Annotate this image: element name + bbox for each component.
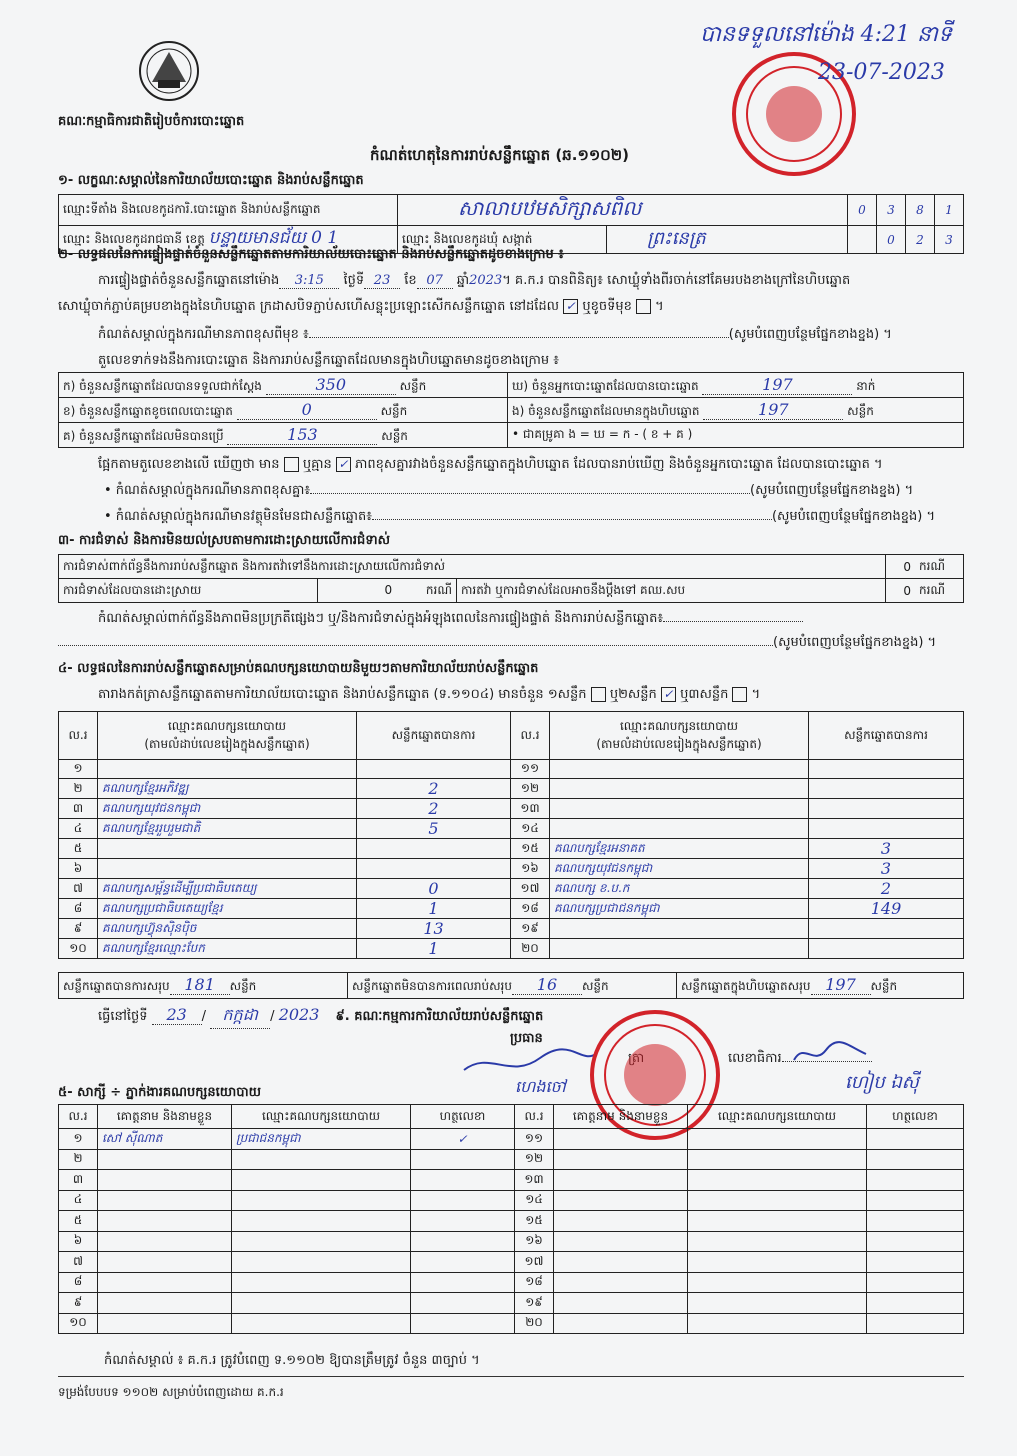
witness-row — [59, 1272, 964, 1293]
witness-name — [98, 1252, 232, 1273]
witness-no: ១៥ — [515, 1211, 554, 1232]
chair-signature — [460, 1040, 600, 1080]
witness-signature — [867, 1252, 964, 1273]
unused-label: គ) ចំនួនសន្លឹកឆ្នោតដែលមិនបានប្រើ — [63, 428, 224, 443]
witness-party — [232, 1149, 411, 1170]
result-party: គណបក្សខ្មែរអភិវឌ្ឍ — [98, 779, 357, 799]
commune-label: ឈ្មោះ និងលេខកូដឃុំ សង្កាត់ — [398, 226, 607, 254]
result-row — [59, 859, 964, 879]
damaged-checkbox[interactable] — [636, 299, 651, 314]
witness-signature — [411, 1170, 515, 1191]
witness-name — [98, 1293, 232, 1314]
result-votes — [357, 839, 511, 859]
witness-signature — [867, 1313, 964, 1334]
result-votes — [809, 939, 964, 959]
ballot-count-table: ក) ចំនួនសន្លឹកឆ្នោតដែលបានទទួលជាក់ស្តែង 350 សន្លឹក ឃ) ចំនួនអ្នកបោះឆ្នោតដែលបានបោះឆ្នោត 197 នាក់ ខ) ចំនួនសន្លឹកឆ្នោតខូចពេលបោះឆ្នោត 0 សន្លឹក ង) ចំនួនសន្លឹកឆ្នោតដែលមានក្នុងហិបឆ្នោត 197 សន្លឹក គ) ចំនួនសន្លឹកឆ្នោតដែលមិនបានប្រើ 153 សន្លឹក • ជាគម្រូគា ង = ឃ = ក - ( ខ + គ ) — [58, 372, 964, 448]
witness-party — [232, 1190, 411, 1211]
result-votes — [357, 859, 511, 879]
witness-table: ល.រ គោត្តនាម និងនាមខ្លួន ឈ្មោះគណបក្សនយោបាយ ហត្ថលេខា ល.រ គោត្តនាម និងនាមខ្លួន ឈ្មោះគណបក្សនយោបាយ ហត្ថលេខា ១ សៅ ស៊ីណាត ប្រជាជនកម្ពុជា ✓ ១១ ២ ១២ ៣ ១៣ ៤ ១៤ ៥ ១៥ ៦ ១៦ ៧ ១៧ ៨ ១៨ ៩ ១៩ ១០ ២០ — [58, 1104, 964, 1334]
compare-line: ផ្អែកតាមតួលេខខាងលើ ឃើញថា មាន ឬគ្មាន ✓ ភាពខុសគ្នារវាងចំនួនសន្លឹកឆ្នោតក្នុងហិបឆ្នោត ដែលបានរាប់ឃើញ និងចំនួនអ្នកបោះឆ្នោត ដែលបានបោះឆ្នោត ។ — [98, 457, 883, 472]
result-no: ១៦ — [511, 859, 550, 879]
received-date: 23-07-2023 — [818, 60, 945, 85]
result-party: គណបក្សប្រជាជនកម្ពុជា — [550, 899, 809, 919]
result-no: ១៣ — [511, 799, 550, 819]
totals-table — [58, 972, 964, 999]
witness-row — [59, 1252, 964, 1273]
intact-checkbox[interactable]: ✓ — [563, 299, 578, 314]
result-votes: 13 — [357, 919, 511, 939]
appeal-label: ការតវ៉ា ឬការជំទាស់ដែលអាចនឹងប្ដឹងទៅ គឈ.សប — [457, 579, 886, 603]
result-no: ១៩ — [511, 919, 550, 939]
section5-heading: ៥- សាក្សី ÷ ភ្នាក់ងារគណបក្សនយោបាយ — [58, 1085, 261, 1100]
numbers-intro: តួលេខទាក់ទងនឹងការបោះឆ្នោត និងការរាប់សន្លឹកឆ្នោតដែលមានក្នុងហិបឆ្នោតមានដូចខាងក្រោម ៖ — [98, 353, 559, 368]
result-votes: 1 — [357, 939, 511, 959]
result-no: ២ — [59, 779, 98, 799]
total-in-box: សន្លឹកឆ្នោតក្នុងហិបឆ្នោតសរុប 197 សន្លឹក — [677, 973, 964, 999]
witness-row — [59, 1170, 964, 1191]
verify-month: 07 — [417, 273, 453, 289]
result-votes: 149 — [809, 899, 964, 919]
witness-signature — [867, 1272, 964, 1293]
witness-no: ១៣ — [515, 1170, 554, 1191]
chair-label: ប្រធាន — [510, 1031, 543, 1046]
witness-no: ២០ — [515, 1313, 554, 1334]
result-no: ៩ — [59, 919, 98, 939]
footer-divider — [58, 1376, 964, 1377]
witness-party: ប្រជាជនកម្ពុជា — [232, 1129, 411, 1150]
result-votes: 2 — [809, 879, 964, 899]
counting-committee: ៩. គណៈកម្មការការិយាល័យរាប់សន្លឹកឆ្នោត — [335, 1009, 544, 1024]
witness-no: ៤ — [59, 1190, 98, 1211]
result-row — [59, 879, 964, 899]
chair-name: ហេងចៅ — [515, 1077, 566, 1096]
result-votes: 5 — [357, 819, 511, 839]
in-box-label: ង) ចំនួនសន្លឹកឆ្នោតដែលមានក្នុងហិបឆ្នោត — [512, 403, 700, 418]
witness-no: ១២ — [515, 1149, 554, 1170]
objection-label: ការជំទាស់ពាក់ព័ន្ធនឹងការរាប់សន្លឹកឆ្នោត និងការតវ៉ាទៅនឹងការដោះស្រាយលើការជំទាស់ — [59, 555, 886, 579]
nec-logo — [138, 40, 200, 102]
witness-name — [98, 1211, 232, 1232]
result-votes — [809, 819, 964, 839]
objection-value: 0 — [885, 555, 915, 579]
witness-no: ១៧ — [515, 1252, 554, 1273]
resolved-value: 0 ករណី — [318, 579, 457, 603]
code1-d2: 3 — [877, 195, 906, 226]
section3-heading: ៣- ការជំទាស់ និងការមិនយល់ស្របតាមការដោះស្រាយលើការជំទាស់ — [58, 533, 390, 548]
witness-no: ៩ — [59, 1293, 98, 1314]
result-votes — [809, 919, 964, 939]
witness-signature — [867, 1211, 964, 1232]
witness-name — [554, 1252, 688, 1273]
witness-signature — [411, 1231, 515, 1252]
result-party: គណបក្សហ៊្វុនស៊ិនប៉ិច — [98, 919, 357, 939]
section2-heading: ២- លទ្ធផលនៃការផ្ទៀងផ្ទាត់ចំនួនសន្លឹកឆ្នោតតាមការិយាល័យបោះឆ្នោត និងរាប់សន្លឹកឆ្នោតដូចខាងក្រោម ៖ — [58, 247, 564, 262]
witness-no: ៦ — [59, 1231, 98, 1252]
result-party — [98, 839, 357, 859]
done-day: 23 — [152, 1005, 202, 1025]
result-row — [59, 760, 964, 779]
witness-party — [688, 1231, 867, 1252]
result-party — [98, 760, 357, 779]
witness-name: សៅ ស៊ីណាត — [98, 1129, 232, 1150]
voters-value: 197 — [702, 375, 852, 395]
form-title: កំណត់ហេតុនៃការរាប់សន្លឹកឆ្នោត (ឆ.១១០២) — [370, 146, 630, 164]
secretary-signature — [790, 1036, 870, 1072]
two-sheet-checkbox[interactable]: ✓ — [661, 687, 676, 702]
witness-signature — [867, 1149, 964, 1170]
seal-check-line: សោឃ្លុំចាក់ភ្ជាប់គម្របខាងក្នុងនៃហិបឆ្នោត ក្រដាសបិទភ្ជាប់សហើសន្លុះប្រឡោះសើកសន្លឹកឆ្នោត នៅដដែល ✓ ឬខូចទីមុខ ។ — [58, 299, 664, 314]
witness-row — [59, 1190, 964, 1211]
irregularity-note: កំណត់សម្គាល់ពាក់ព័ន្ធនឹងភាពមិនប្រក្រតីផ្សេងៗ ឬ/និងការជំទាស់ក្នុងអំឡុងពេលនៃការផ្ទៀងផ្ទាត់ និងការរាប់សន្លឹកឆ្នោត៖ — [98, 610, 964, 629]
witness-party — [688, 1252, 867, 1273]
commune-value: ព្រះនេត្រ — [607, 226, 848, 254]
result-no: ៨ — [59, 899, 98, 919]
witness-name — [98, 1190, 232, 1211]
witness-no: ៧ — [59, 1252, 98, 1273]
result-party: គណបក្ស ខ.ប.ក — [550, 879, 809, 899]
witness-row — [59, 1293, 964, 1314]
result-party — [550, 760, 809, 779]
location-table — [58, 194, 964, 254]
result-no: ៦ — [59, 859, 98, 879]
witness-name — [98, 1313, 232, 1334]
witness-name — [554, 1211, 688, 1232]
no-difference-checkbox[interactable]: ✓ — [336, 457, 351, 472]
result-row — [59, 899, 964, 919]
footnote: កំណត់សម្គាល់ ៖ គ.ក.រ ត្រូវបំពេញ ទ.១១០២ ឱ្យបានត្រឹមត្រូវ ចំនួន ៣ច្បាប់ ។ — [104, 1353, 480, 1368]
committee-name: គណៈកម្មាធិការជាតិរៀបចំការបោះឆ្នោត — [58, 114, 245, 129]
result-party: គណបក្សយុវជនកម្ពុជា — [550, 859, 809, 879]
has-difference-checkbox[interactable] — [284, 457, 299, 472]
unused-value: 153 — [227, 425, 377, 445]
witness-signature — [411, 1272, 515, 1293]
voters-label: ឃ) ចំនួនអ្នកបោះឆ្នោតដែលបានបោះឆ្នោត — [512, 378, 699, 393]
result-party — [98, 859, 357, 879]
witness-name — [98, 1170, 232, 1191]
result-party: គណបក្សខ្មែរអនាគត — [550, 839, 809, 859]
result-no: ២០ — [511, 939, 550, 959]
formula: • ជាគម្រូគា ង = ឃ = ក - ( ខ + គ ) — [508, 423, 964, 448]
witness-party — [688, 1129, 867, 1150]
witness-no: ៥ — [59, 1211, 98, 1232]
witness-name — [554, 1293, 688, 1314]
result-row — [59, 939, 964, 959]
witness-party — [688, 1149, 867, 1170]
witness-row — [59, 1129, 964, 1150]
code2-d2: 2 — [906, 226, 935, 254]
witness-party — [688, 1313, 867, 1334]
witness-signature — [867, 1129, 964, 1150]
diff-note-line: កំណត់សម្គាល់ក្នុងករណីមានភាពខុសពីមុខ ៖ (សូមបំពេញបន្ថែមផ្នែកខាងខ្នង) ។ — [98, 327, 892, 342]
results-table: ល.រ ឈ្មោះគណបក្សនយោបាយ (តាមលំដាប់លេខរៀងក្នុងសន្លឹកឆ្នោត) សន្លឹកឆ្នោតបានការ ល.រ ឈ្មោះគណបក្សនយោបាយ (តាមលំដាប់លេខរៀងក្នុងសន្លឹកឆ្នោត) សន្លឹកឆ្នោតបានការ ១ ១១ ២ គណបក្សខ្មែរអភិវឌ្ឍ 2 ១២ ៣ គណបក្សយុវជនកម្ពុជា 2 ១៣ ៤ គណបក្សខ្មែររួបរួមជាតិ 5 ១៤ ៥ ១៥ គណបក្សខ្មែរអនាគត 3 ៦ ១៦ គណបក្សយុវជនកម្ពុជា 3 ៧ គណបក្សសម្ព័ន្ធដើម្បីប្រជាធិបតេយ្យ 0 ១៧ គណបក្ស ខ.ប.ក 2 ៨ គណបក្សប្រជាធិបតេយ្យខ្មែរ 1 ១៨ គណបក្សប្រជាជនកម្ពុជា 149 ៩ គណបក្សហ៊្វុនស៊ិនប៉ិច 13 ១៩ ១០ គណបក្សខ្មែរឈ្មោះបែក 1 ២០ — [58, 711, 964, 959]
witness-name — [98, 1272, 232, 1293]
result-votes — [809, 760, 964, 779]
result-no: ៧ — [59, 879, 98, 899]
result-no: ៤ — [59, 819, 98, 839]
code2-d1: 0 — [877, 226, 906, 254]
appeal-value: 0 — [885, 579, 915, 603]
result-votes: 2 — [357, 799, 511, 819]
result-votes: 0 — [357, 879, 511, 899]
witness-name — [98, 1231, 232, 1252]
result-no: ១៤ — [511, 819, 550, 839]
verify-day: 23 — [364, 273, 400, 289]
witness-party — [232, 1170, 411, 1191]
witness-party — [232, 1252, 411, 1273]
witness-no: ៨ — [59, 1272, 98, 1293]
one-sheet-checkbox[interactable] — [591, 687, 606, 702]
done-year: 2023 — [278, 1005, 320, 1024]
result-votes — [357, 760, 511, 779]
total-valid: សន្លឹកឆ្នោតបានការសរុប 181 សន្លឹក — [59, 973, 348, 999]
witness-party — [232, 1293, 411, 1314]
spoiled-value: 0 — [237, 400, 377, 420]
verify-time: 3:15 — [279, 273, 339, 289]
result-row — [59, 819, 964, 839]
witness-party — [688, 1170, 867, 1191]
witness-signature — [411, 1149, 515, 1170]
result-party: គណបក្សយុវជនកម្ពុជា — [98, 799, 357, 819]
spoiled-label: ខ) ចំនួនសន្លឹកឆ្នោតខូចពេលបោះឆ្នោត — [63, 403, 233, 418]
witness-no: ១៤ — [515, 1190, 554, 1211]
witness-signature — [411, 1190, 515, 1211]
province-value: បន្ទាយមានជ័យ 0 1 — [208, 228, 339, 248]
witness-row — [59, 1149, 964, 1170]
province-label: ឈ្មោះ និងលេខកូដរាជធានី ខេត្ត បន្ទាយមានជ័យ 0 1 — [59, 226, 398, 254]
received-note: បានទទួលនៅម៉ោង 4:21 នាទី — [700, 22, 952, 47]
witness-signature — [867, 1170, 964, 1191]
secretary-label: លេខាធិការ — [728, 1050, 872, 1069]
result-party: គណបក្សខ្មែររួបរួមជាតិ — [98, 819, 357, 839]
result-no: ១៧ — [511, 879, 550, 899]
witness-party — [688, 1272, 867, 1293]
done-month: កក្កដា — [210, 1004, 270, 1029]
result-no: ៥ — [59, 839, 98, 859]
code1-d1: 0 — [848, 195, 877, 226]
received-label: ក) ចំនួនសន្លឹកឆ្នោតដែលបានទទួលជាក់ស្តែង — [63, 378, 262, 393]
witness-name — [554, 1149, 688, 1170]
witness-signature — [867, 1190, 964, 1211]
result-no: ១ — [59, 760, 98, 779]
result-party: គណបក្សខ្មែរឈ្មោះបែក — [98, 939, 357, 959]
form-note: ទម្រង់បែបបទ ១១០២ សម្រាប់បំពេញដោយ គ.ក.រ — [58, 1385, 284, 1399]
result-party — [550, 779, 809, 799]
result-votes — [809, 779, 964, 799]
signing-date-line: ធ្វើនៅថ្ងៃទី 23 / កក្កដា / 2023 ៩. គណៈកម្មការការិយាល័យរាប់សន្លឹកឆ្នោត — [98, 1004, 543, 1029]
result-no: ១១ — [511, 760, 550, 779]
result-no: ១២ — [511, 779, 550, 799]
three-sheet-checkbox[interactable] — [732, 687, 747, 702]
witness-signature — [411, 1252, 515, 1273]
bullet-diff: • កំណត់សម្គាល់ក្នុងករណីមានភាពខុសគ្នា៖ (សូមបំពេញបន្ថែមផ្នែកខាងខ្នង) ។ — [104, 483, 914, 498]
witness-no: ១៦ — [515, 1231, 554, 1252]
result-party — [550, 819, 809, 839]
bullet-nonballot: • កំណត់សម្គាល់ក្នុងករណីមានវត្ថុមិនមែនជាសន្លឹកឆ្នោត៖ (សូមបំពេញបន្ថែមផ្នែកខាងខ្នង) ។ — [104, 509, 936, 524]
result-votes: 1 — [357, 899, 511, 919]
witness-name — [554, 1170, 688, 1191]
witness-name — [98, 1149, 232, 1170]
witness-no: ១០ — [59, 1313, 98, 1334]
in-box-value: 197 — [703, 400, 843, 420]
witness-party — [232, 1272, 411, 1293]
tally-sheet-line: តារាងកត់ត្រាសន្លឹកឆ្នោតតាមការិយាល័យបោះឆ្នោត និងរាប់សន្លឹកឆ្នោត (ទ.១១០៤) មានចំនួន ១សន្លឹក ឬ២សន្លឹក ✓ ឬ៣សន្លឹក ។ — [98, 687, 761, 702]
witness-row — [59, 1211, 964, 1232]
result-party — [550, 799, 809, 819]
verify-year: 2023 — [469, 273, 503, 288]
irregularity-fill-line: (សូមបំពេញបន្ថែមផ្នែកខាងខ្នង) ។ — [58, 634, 964, 653]
result-votes: 3 — [809, 839, 964, 859]
code1-d3: 8 — [906, 195, 935, 226]
code1-d4: 1 — [935, 195, 964, 226]
witness-name — [554, 1190, 688, 1211]
witness-signature — [411, 1313, 515, 1334]
result-no: ៣ — [59, 799, 98, 819]
result-party — [550, 939, 809, 959]
witness-no: ១១ — [515, 1129, 554, 1150]
witness-party — [688, 1190, 867, 1211]
witness-name — [554, 1272, 688, 1293]
result-votes — [809, 799, 964, 819]
result-no: ១៥ — [511, 839, 550, 859]
witness-name — [554, 1129, 688, 1150]
result-party: គណបក្សប្រជាធិបតេយ្យខ្មែរ — [98, 899, 357, 919]
result-row — [59, 919, 964, 939]
witness-name — [554, 1231, 688, 1252]
witness-row — [59, 1313, 964, 1334]
witness-signature — [411, 1211, 515, 1232]
witness-party — [688, 1293, 867, 1314]
witness-signature — [867, 1293, 964, 1314]
witness-no: ១៨ — [515, 1272, 554, 1293]
witness-no: ២ — [59, 1149, 98, 1170]
witness-row — [59, 1231, 964, 1252]
witness-party — [232, 1231, 411, 1252]
result-party — [550, 919, 809, 939]
witness-signature: ✓ — [411, 1129, 515, 1150]
witness-no: ៣ — [59, 1170, 98, 1191]
witness-party — [232, 1211, 411, 1232]
result-votes: 2 — [357, 779, 511, 799]
secretary-name: ហៀប ឯស៊ី — [845, 1072, 919, 1093]
code2-d3: 3 — [935, 226, 964, 254]
witness-signature — [867, 1231, 964, 1252]
result-party: គណបក្សសម្ព័ន្ធដើម្បីប្រជាធិបតេយ្យ — [98, 879, 357, 899]
location-label: ឈ្មោះទីតាំង និងលេខកូដការិ.បោះឆ្នោត និងរាប់សន្លឹកឆ្នោត — [59, 195, 398, 226]
result-row — [59, 799, 964, 819]
result-no: ១៨ — [511, 899, 550, 919]
result-row — [59, 839, 964, 859]
result-votes: 3 — [809, 859, 964, 879]
received-value: 350 — [266, 375, 396, 395]
objection-table: ការជំទាស់ពាក់ព័ន្ធនឹងការរាប់សន្លឹកឆ្នោត និងការតវ៉ាទៅនឹងការដោះស្រាយលើការជំទាស់ 0 ករណី ការជំទាស់ដែលបានដោះស្រាយ 0 ករណី ការតវ៉ា ឬការជំទាស់ដែលអាចនឹងប្ដឹងទៅ គឈ.សប 0 ករណី — [58, 554, 964, 603]
witness-signature — [411, 1293, 515, 1314]
verify-line: ការផ្ទៀងផ្ទាត់ចំនួនសន្លឹកឆ្នោតនៅម៉ោង 3:15 ថ្ងៃទី 23 ខែ 07 ឆ្នាំ2023។ គ.ក.រ បានពិនិត្យ៖ សោឃ្លុំទាំងពីរចាក់នៅគែមរបងខាងក្រៅនៃហិបឆ្នោត — [98, 273, 851, 288]
witness-party — [232, 1313, 411, 1334]
result-row — [59, 779, 964, 799]
section4-heading: ៤- លទ្ធផលនៃការរាប់សន្លឹកឆ្នោតសម្រាប់គណបក្សនយោបាយនិមួយៗតាមការិយាល័យរាប់សន្លឹកឆ្នោត — [58, 661, 539, 676]
witness-no: ១ — [59, 1129, 98, 1150]
witness-no: ១៩ — [515, 1293, 554, 1314]
total-invalid: សន្លឹកឆ្នោតមិនបានការពេលរាប់សរុប 16 សន្លឹក — [348, 973, 677, 999]
witness-party — [688, 1211, 867, 1232]
witness-name — [554, 1313, 688, 1334]
location-value: សាលាបឋមសិក្សាសពិល — [398, 195, 848, 226]
section1-heading: ១- លក្ខណៈសម្គាល់នៃការិយាល័យបោះឆ្នោត និងរាប់សន្លឹកឆ្នោត — [58, 173, 364, 188]
result-no: ១០ — [59, 939, 98, 959]
resolved-label: ការជំទាស់ដែលបានដោះស្រាយ — [59, 579, 318, 603]
